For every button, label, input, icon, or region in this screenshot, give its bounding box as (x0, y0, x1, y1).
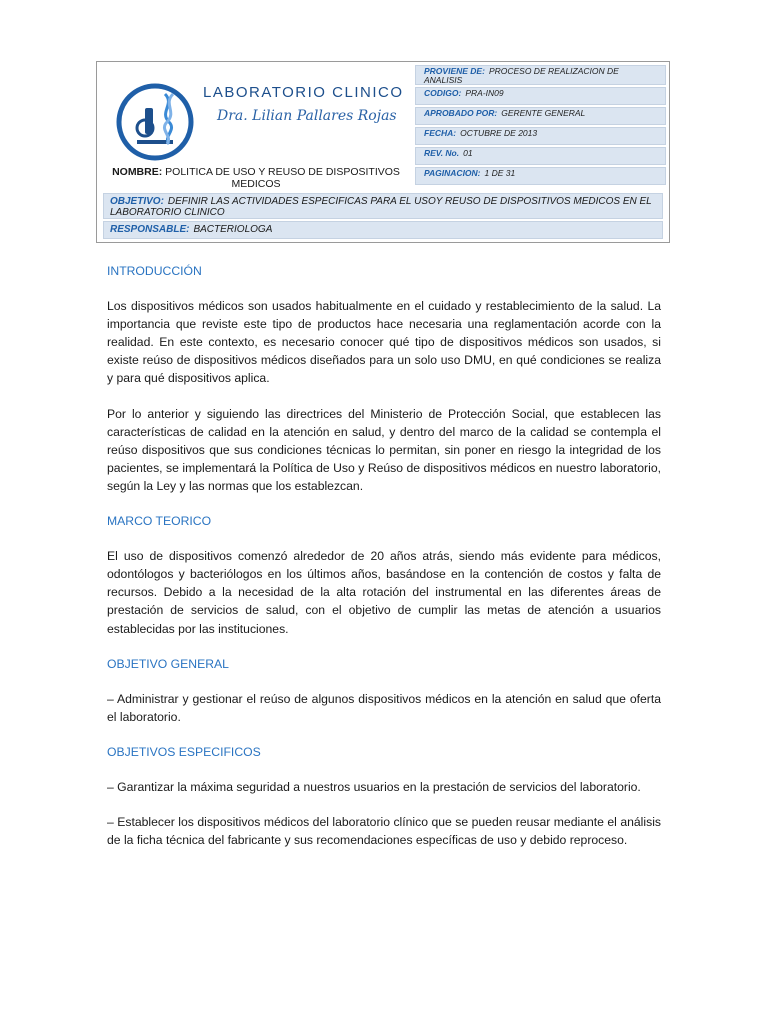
meta-row-paginacion (415, 167, 666, 185)
meta-row-proviene (415, 65, 666, 85)
document-name (103, 166, 409, 190)
meta-key: CODIGO: (424, 88, 462, 98)
section-heading-objetivo-general: OBJETIVO GENERAL (107, 656, 229, 671)
section-heading-marco-teorico: MARCO TEORICO (107, 514, 212, 529)
paragraph: El uso de dispositivos comenzó alrededor de 20 años atrás, siendo más evidente para médicos, odontólogos y bacteriólogos en los últimos años, basándose en la contención de costos y falta de recursos. Debido a la necesidad de la alta rotación del instrumental en las diferentes áreas de prestación de servicios de salud, con el objetivo de cumplir las metas de atención a usuarios establecidas por las instituciones. (107, 549, 661, 636)
doc-name-value: POLITICA DE USO Y REUSO DE DISPOSITIVOS MEDICOS (165, 166, 400, 190)
meta-value: 1 DE 31 (484, 168, 516, 178)
meta-value: PROCESO DE REALIZACION DE ANALISIS (424, 66, 619, 85)
responsable-value: BACTERIOLOGA (193, 224, 273, 235)
doc-name-label: NOMBRE: (112, 166, 163, 178)
responsable-row (103, 221, 663, 239)
lab-name: LABORATORIO CLINICO (203, 84, 404, 101)
laboratory-logo-icon (115, 82, 195, 162)
meta-row-fecha (415, 127, 666, 145)
objetivo-label: OBJETIVO: (110, 196, 164, 207)
paragraph: – Establecer los dispositivos médicos del laboratorio clínico que se pueden reusar mediante el análisis de la ficha técnica del fabricante y sus recomendaciones específicas de uso y debido reproceso. (107, 815, 661, 848)
meta-row-aprobado (415, 107, 666, 125)
objetivo-value: DEFINIR LAS ACTIVIDADES ESPECIFICAS PARA EL USOY REUSO DE DISPOSITIVOS MEDICOS EN EL LABORATORIO CLINICO (110, 196, 652, 218)
meta-key: APROBADO POR: (424, 108, 498, 118)
logo-area (97, 62, 413, 193)
section-heading-introduccion: INTRODUCCIÓN (107, 264, 202, 278)
responsable-label: RESPONSABLE: (110, 224, 190, 235)
meta-key: FECHA: (424, 128, 457, 138)
document-header (96, 61, 670, 243)
meta-key: PROVIENE DE: (424, 66, 485, 76)
section-heading-objetivos-especificos: OBJETIVOS ESPECIFICOS (107, 744, 261, 759)
meta-value: OCTUBRE DE 2013 (460, 128, 538, 138)
paragraph: Por lo anterior y siguiendo las directrices del Ministerio de Protección Social, que establecen las características de calidad en la atención en salud, y dentro del marco de la calidad se contempla el reúso dispositivos que sus condiciones técnicas lo permitan, sin poner en riesgo la integridad de los pacientes, se implementará la Política de Uso y Reúso de dispositivos médicos en nuestro laboratorio, según la Ley y las normas que los establezcan. (107, 406, 661, 493)
paragraph: – Garantizar la máxima seguridad a nuestros usuarios en la prestación de servicios del laboratorio. (107, 779, 641, 794)
meta-row-codigo (415, 87, 666, 105)
document-body (107, 262, 661, 866)
paragraph: – Administrar y gestionar el reúso de algunos dispositivos médicos en la atención en salud que oferta el laboratorio. (107, 691, 661, 724)
meta-row-revision (415, 147, 666, 165)
doctor-name: Dra. Lilian Pallares Rojas (217, 108, 397, 124)
paragraph: Los dispositivos médicos son usados habitualmente en el cuidado y restablecimiento de la salud. La importancia que reviste este tipo de productos hace necesaria una reglamentación acorde con la realidad. En este contexto, es necesario conocer qué tipo de dispositivos médicos son usados, si existe reúso de dispositivos médicos diseñados para un solo uso DMU, en qué condiciones se realiza y para qué dispositivos aplica. (107, 299, 661, 386)
meta-key: REV. No. (424, 148, 460, 158)
meta-value: 01 (463, 148, 473, 158)
meta-value: GERENTE GENERAL (501, 108, 586, 118)
meta-value: PRA-IN09 (465, 88, 504, 98)
meta-key: PAGINACION: (424, 168, 481, 178)
objetivo-row (103, 193, 663, 219)
metadata-table (415, 65, 666, 187)
